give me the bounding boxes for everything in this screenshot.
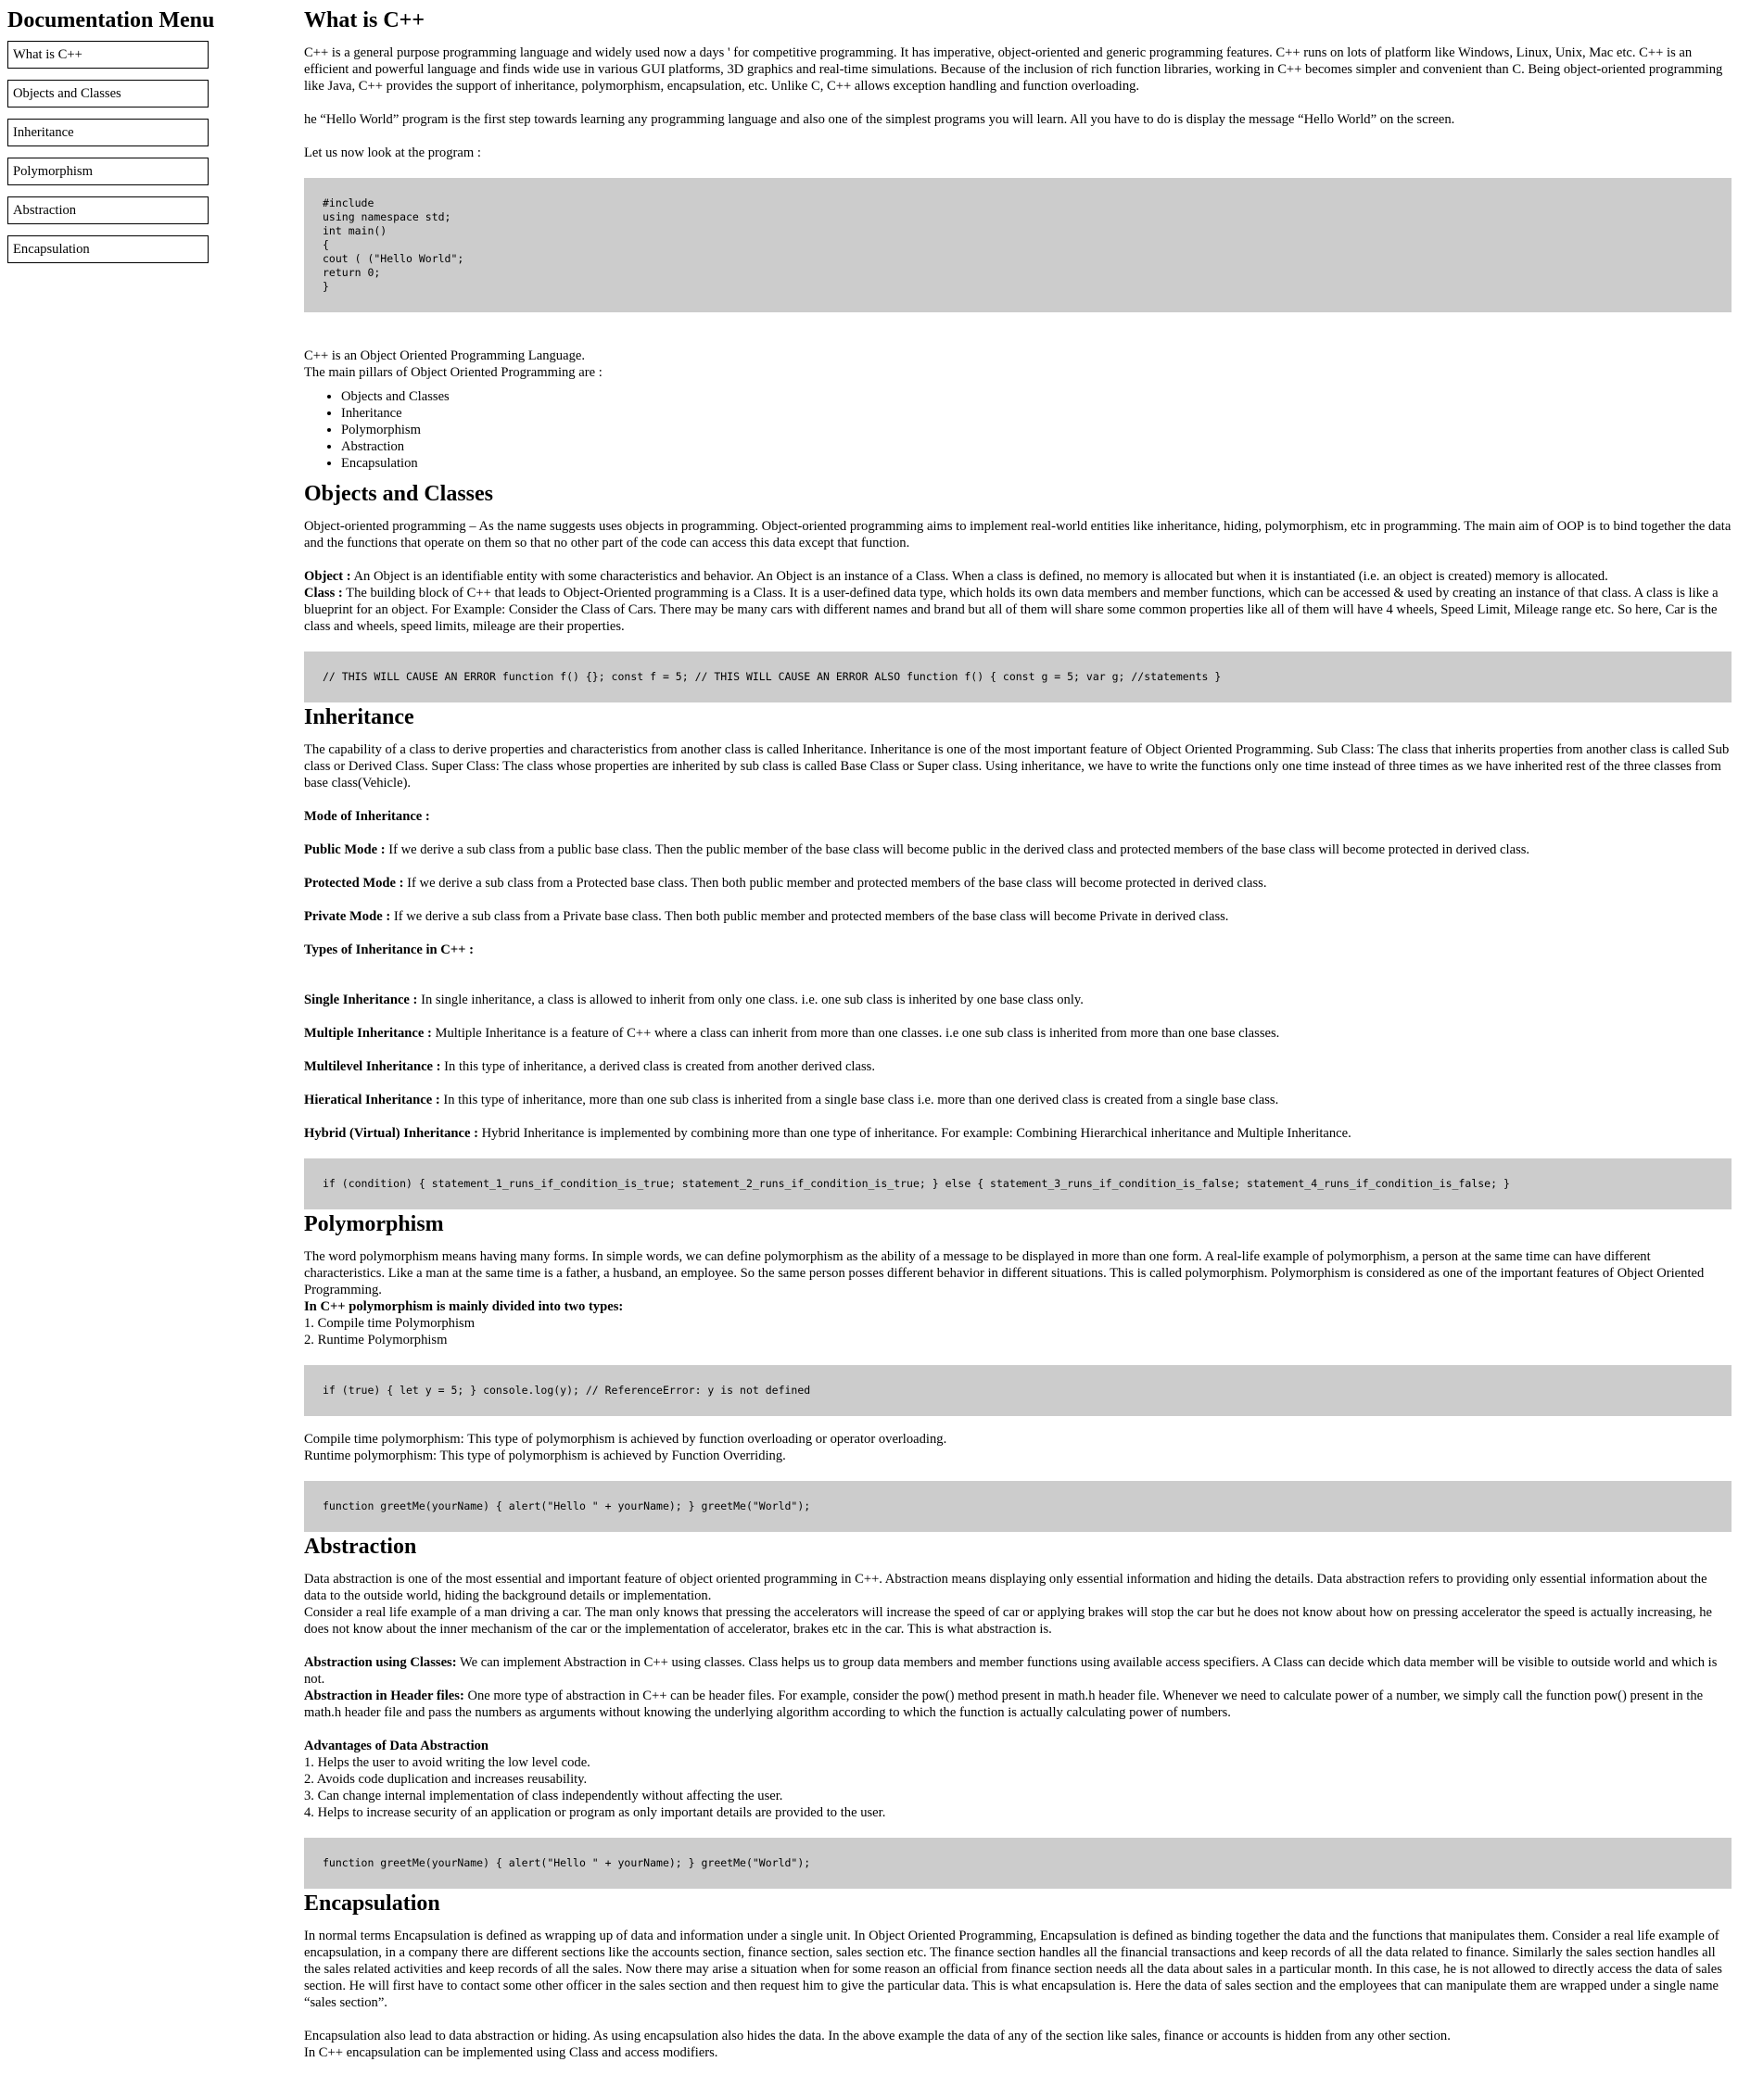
- nav-link-objects-and-classes[interactable]: Objects and Classes: [7, 80, 209, 108]
- paragraph: [304, 808, 1732, 825]
- text: Runtime polymorphism: This type of polymorphism is achieved by Function Overriding.: [304, 1448, 786, 1463]
- pillars-list: [304, 388, 1732, 472]
- term-label: Multiple Inheritance :: [304, 1026, 432, 1041]
- text: One more type of abstraction in C++ can be header files. For example, consider the pow() method present in math.h header file. Whenever we need to calculate power of a number, we simply call the function pow() present in the math.h header file and pass the numbers as arguments without knowing the underlying algorithm according to which the function is actually calculating power of numbers.: [304, 1689, 1704, 1720]
- text: 3. Can change internal implementation of class independently without affecting the user.: [304, 1789, 783, 1803]
- text: Compile time polymorphism: This type of polymorphism is achieved by function overloading or operator overloading.: [304, 1432, 947, 1447]
- paragraph: [304, 1431, 1732, 1464]
- paragraph: Let us now look at the program :: [304, 145, 481, 160]
- section-inheritance: [304, 704, 1732, 1209]
- section-title: Abstraction: [304, 1535, 417, 1559]
- text: If we derive a sub class from a public base class. Then the public member of the base class will become public in the derived class and protected members of the base class will become protected in derived class.: [385, 842, 1530, 857]
- text: Encapsulation also lead to data abstraction or hiding. As using encapsulation also hides the data. In the above example the data of any of the section like sales, finance or accounts is hidden from any other section.: [304, 2029, 1451, 2043]
- section-polymorphism: [304, 1211, 1732, 1532]
- term-label: Private Mode :: [304, 909, 391, 924]
- code-block: #include using namespace std; int main() { cout ( ("Hello World"; return 0; }: [304, 178, 1732, 312]
- paragraph: C++ is a general purpose programming language and widely used now a days ' for competitive programming. It has imperative, object-oriented and generic programming features. C++ runs on lots of platform like Windows, Linux, Unix, Mac etc. C++ is an efficient and powerful language and finds wide use in various GUI platforms, 3D graphics and real-time simulations. Because of the inclusion of rich function libraries, working in C++ becomes simpler and convenient than C. Being object-oriented programming like Java, C++ provides the support of inheritance, polymorphism, encapsulation, etc. Unlike C, C++ allows exception handling and function overloading.: [304, 45, 1723, 94]
- text: If we derive a sub class from a Private base class. Then both public member and protected members of the base class will become Private in derived class.: [390, 909, 1229, 924]
- list-item: • Inheritance: [341, 405, 1732, 422]
- paragraph: [304, 875, 1732, 892]
- paragraph: he “Hello World” program is the first step towards learning any programming language and also one of the simplest programs you will learn. All you have to do is display the message “Hello World” on the screen.: [304, 112, 1455, 127]
- paragraph: [304, 908, 1732, 925]
- text: In this type of inheritance, more than one sub class is inherited from a single base class i.e. more than one derived class is created from a single base class.: [439, 1093, 1279, 1107]
- paragraph: [304, 841, 1732, 858]
- text: In single inheritance, a class is allowed to inherit from only one class. i.e. one sub class is inherited by one base class only.: [417, 993, 1084, 1007]
- list-item: • Encapsulation: [341, 455, 1732, 472]
- paragraph: [304, 942, 1732, 958]
- paragraph: [304, 1571, 1732, 1638]
- section-title: Encapsulation: [304, 1891, 440, 1916]
- text: Data abstraction is one of the most essential and important feature of object oriented programming in C++. Abstraction means displaying only essential information and hiding the details. Data abstraction refers to providing only essential information about the data to the outside world, hiding the background details or implementation.: [304, 1572, 1707, 1603]
- term-label: Public Mode :: [304, 842, 386, 857]
- paragraph: [304, 1092, 1732, 1108]
- term-label: Hybrid (Virtual) Inheritance :: [304, 1126, 478, 1141]
- section-what-is-cpp: [304, 7, 1732, 472]
- section-title: Inheritance: [304, 705, 414, 729]
- nav-link-encapsulation[interactable]: Encapsulation: [7, 235, 209, 263]
- text: Multiple Inheritance is a feature of C++ where a class can inherit from more than one classes. i.e one sub class is inherited from more than one base classes.: [431, 1026, 1280, 1041]
- subheading: Advantages of Data Abstraction: [304, 1739, 489, 1753]
- list-item: • Objects and Classes: [341, 388, 1732, 405]
- paragraph: [304, 348, 1732, 381]
- term-label: Protected Mode :: [304, 876, 404, 891]
- term-label: Abstraction in Header files:: [304, 1689, 464, 1703]
- nav-link-inheritance[interactable]: Inheritance: [7, 119, 209, 146]
- text: 4. Helps to increase security of an application or program as only important details are provided to the user.: [304, 1805, 886, 1820]
- text: Consider a real life example of a man driving a car. The man only knows that pressing the accelerators will increase the speed of car or applying brakes will stop the car but he does not know about how on pressing accelerator the speed is actually increasing, he does not know about the inner mechanism of the car or the implementation of accelerator, brakes etc in the car. This is what abstraction is.: [304, 1605, 1713, 1637]
- text: C++ is an Object Oriented Programming Language.: [304, 348, 585, 363]
- paragraph: [304, 2028, 1732, 2061]
- subheading: Mode of Inheritance :: [304, 809, 430, 824]
- paragraph: [304, 1248, 1732, 1348]
- paragraph: Object-oriented programming – As the name suggests uses objects in programming. Object-oriented programming aims to implement real-world entities like inheritance, hiding, polymorphism, etc in programming. The main aim of OOP is to bind together the data and the functions that operate on them so that no other part of the code can access this data except that function.: [304, 519, 1732, 550]
- code-block: // THIS WILL CAUSE AN ERROR function f() {}; const f = 5; // THIS WILL CAUSE AN ERROR ALSO function f() { const g = 5; var g; //statements }: [304, 652, 1732, 702]
- section-title: What is C++: [304, 8, 425, 32]
- term-label: Single Inheritance :: [304, 993, 418, 1007]
- section-objects-and-classes: [304, 481, 1732, 702]
- nav-link-abstraction[interactable]: Abstraction: [7, 196, 209, 224]
- text: 2. Runtime Polymorphism: [304, 1333, 448, 1347]
- term-label: Class :: [304, 586, 343, 601]
- nav-link-polymorphism[interactable]: Polymorphism: [7, 158, 209, 185]
- paragraph: In normal terms Encapsulation is defined as wrapping up of data and information under a single unit. In Object Oriented Programming, Encapsulation is defined as binding together the data and the functions that manipulates them. Consider a real life example of encapsulation, in a company there are different sections like the accounts section, finance section, sales section etc. The finance section handles all the financial transactions and keep records of all the data related to finance. Similarly the sales section handles all the sales related activities and keep records of all the sales. Now there may arise a situation when for some reason an official from finance section needs all the data about sales in a particular month. In this case, he is not allowed to directly access the data of sales section. He will first have to contact some other officer in the sales section and then request him to give the particular data. This is what encapsulation is. Here the data of sales section and the employees that can manipulate them are wrapped under a single name “sales section”.: [304, 1929, 1722, 2010]
- list-item: • Polymorphism: [341, 422, 1732, 438]
- code-block: if (condition) { statement_1_runs_if_condition_is_true; statement_2_runs_if_condition_is_true; } else { statement_3_runs_if_condition_is_false; statement_4_runs_if_condition_is_false; }: [304, 1158, 1732, 1209]
- code-block: if (true) { let y = 5; } console.log(y); // ReferenceError: y is not defined: [304, 1365, 1732, 1416]
- term-label: Object :: [304, 569, 351, 584]
- paragraph: [304, 1058, 1732, 1075]
- text: 1. Compile time Polymorphism: [304, 1316, 476, 1331]
- term-label: Hieratical Inheritance :: [304, 1093, 440, 1107]
- text: Hybrid Inheritance is implemented by combining more than one type of inheritance. For example: Combining Hierarchical inheritance and Multiple Inheritance.: [477, 1126, 1351, 1141]
- section-abstraction: [304, 1534, 1732, 1889]
- text: 1. Helps the user to avoid writing the low level code.: [304, 1755, 590, 1770]
- text: We can implement Abstraction in C++ using classes. Class helps us to group data members and member functions using available access specifiers. A Class can decide which data member will be visible to outside world and which is not.: [304, 1655, 1718, 1687]
- text: The word polymorphism means having many forms. In simple words, we can define polymorphism as the ability of a message to be displayed in more than one form. A real-life example of polymorphism, a person at the same time can have different characteristics. Like a man at the same time is a father, a husband, an employee. So the same person posses different behavior in different situations. This is called polymorphism. Polymorphism is considered as one of the important features of Object Oriented Programming.: [304, 1249, 1705, 1297]
- text: The main pillars of Object Oriented Programming are :: [304, 365, 603, 380]
- paragraph: [304, 1738, 1732, 1821]
- nav-link-what-is-cpp[interactable]: What is C++: [7, 41, 209, 69]
- subheading: In C++ polymorphism is mainly divided into two types:: [304, 1299, 624, 1314]
- paragraph: [304, 1654, 1732, 1721]
- text: In C++ encapsulation can be implemented using Class and access modifiers.: [304, 2045, 718, 2060]
- text: The building block of C++ that leads to Object-Oriented programming is a Class. It is a user-defined data type, which holds its own data members and member functions, which can be accessed & used by creating an instance of that class. A class is like a blueprint for an object. For Example: Consider the Class of Cars. There may be many cars with different names and brand but all of them will share some common properties like all of them will have 4 wheels, Speed Limit, Mileage range etc. So here, Car is the class and wheels, speed limits, mileage are their properties.: [304, 586, 1719, 634]
- list-item: • Abstraction: [341, 438, 1732, 455]
- section-title: Objects and Classes: [304, 482, 494, 506]
- navbar: [0, 0, 230, 274]
- main-doc: [304, 0, 1732, 2078]
- text: An Object is an identifiable entity with some characteristics and behavior. An Object is an instance of a Class. When a class is defined, no memory is allocated but when it is instantiated (i.e. an object is created) memory is allocated.: [350, 569, 1608, 584]
- subheading: Types of Inheritance in C++ :: [304, 942, 474, 957]
- term-label: Abstraction using Classes:: [304, 1655, 457, 1670]
- paragraph: [304, 568, 1732, 635]
- section-title: Polymorphism: [304, 1212, 444, 1236]
- paragraph: [304, 992, 1732, 1008]
- text: If we derive a sub class from a Protected base class. Then both public member and protected members of the base class will become protected in derived class.: [403, 876, 1267, 891]
- paragraph: [304, 1125, 1732, 1142]
- nav-title: Documentation Menu: [7, 8, 215, 32]
- paragraph: [304, 1025, 1732, 1042]
- code-block: function greetMe(yourName) { alert("Hello " + yourName); } greetMe("World");: [304, 1838, 1732, 1889]
- text: In this type of inheritance, a derived class is created from another derived class.: [440, 1059, 875, 1074]
- section-encapsulation: [304, 1891, 1732, 2061]
- code-block: function greetMe(yourName) { alert("Hello " + yourName); } greetMe("World");: [304, 1481, 1732, 1532]
- text: 2. Avoids code duplication and increases reusability.: [304, 1772, 588, 1787]
- term-label: Multilevel Inheritance :: [304, 1059, 441, 1074]
- paragraph: The capability of a class to derive properties and characteristics from another class is called Inheritance. Inheritance is one of the most important feature of Object Oriented Programming. Sub Class: The class that inherits properties from another class is called Sub class or Derived Class. Super Class: The class whose properties are inherited by sub class is called Base Class or Super class. Using inheritance, we have to write the functions only one time instead of three times as we have inherited rest of the three classes from base class(Vehicle).: [304, 742, 1730, 791]
